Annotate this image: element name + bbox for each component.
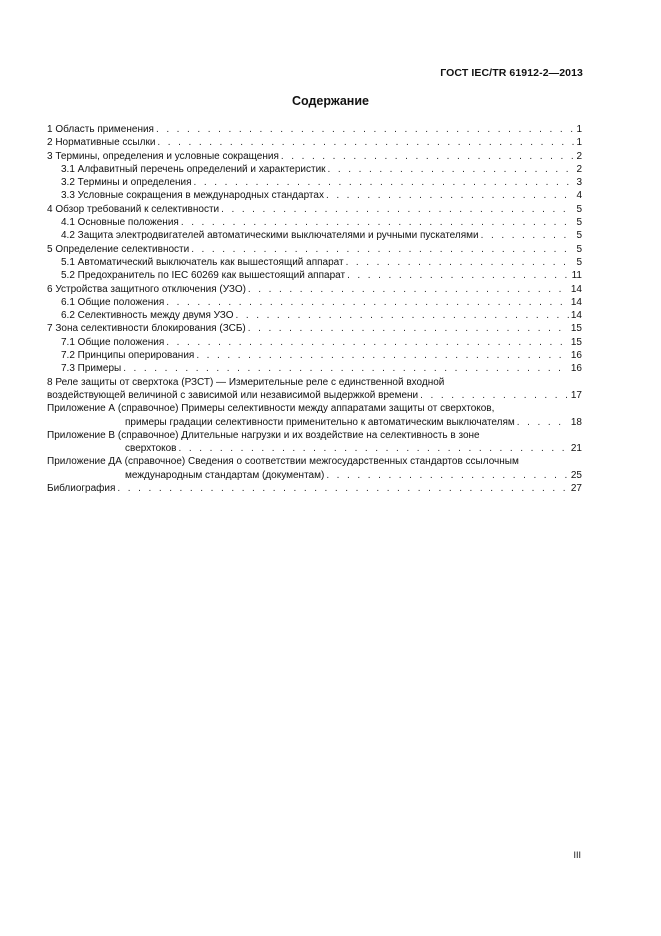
toc-leader-dots — [346, 256, 575, 269]
toc-page-number: 4 — [576, 190, 582, 202]
toc-leader-dots — [328, 163, 575, 176]
toc-leader-dots — [517, 416, 569, 429]
toc-page-number: 27 — [570, 483, 582, 495]
toc-leader-dots — [166, 296, 569, 309]
toc-page-number: 5 — [576, 203, 582, 215]
toc-entry-label-continued: воздействующей величиной с зависимой или независимой выдержкой времени — [47, 389, 419, 401]
toc-entry-7[interactable] — [47, 322, 582, 335]
table-of-contents — [47, 123, 582, 495]
toc-leader-dots — [191, 243, 574, 256]
toc-page-number: 14 — [570, 283, 582, 295]
toc-leader-dots — [236, 309, 569, 322]
toc-entry-8[interactable] — [47, 376, 582, 403]
toc-page-number: 1 — [576, 124, 582, 135]
toc-page-number: 5 — [576, 256, 582, 268]
toc-entry-6-2[interactable] — [47, 309, 582, 322]
toc-page-number: 25 — [570, 469, 582, 481]
toc-page-number: 3 — [576, 177, 582, 189]
toc-page-number: 18 — [570, 416, 582, 428]
toc-leader-dots — [166, 336, 569, 349]
toc-leader-dots — [221, 203, 574, 216]
toc-leader-dots — [157, 136, 574, 149]
toc-entry-5[interactable] — [47, 243, 582, 256]
toc-page-number: 1 — [576, 137, 582, 149]
toc-entry-4[interactable] — [47, 203, 582, 216]
toc-page-number: 17 — [570, 389, 582, 401]
toc-page-number: 14 — [570, 310, 582, 322]
toc-entry-3-1[interactable] — [47, 163, 582, 176]
toc-entry-label: Приложение В (справочное) Длительные нагрузки и их воздействие на селективность в зоне — [47, 429, 480, 441]
toc-entry-label: 4 Обзор требований к селективности — [47, 203, 220, 215]
toc-entry-3-2[interactable] — [47, 176, 582, 189]
toc-leader-dots — [194, 176, 575, 189]
toc-entry-label: 3.1 Алфавитный перечень определений и характеристик — [61, 163, 326, 175]
toc-entry-6-1[interactable] — [47, 296, 582, 309]
toc-page-number: 5 — [576, 217, 582, 229]
toc-entry-1[interactable] — [47, 123, 582, 136]
toc-entry-label: Приложение А (справочное) Примеры селективности между аппаратами защиты от сверхтоков, — [47, 403, 495, 415]
toc-entry-label: 7.1 Общие положения — [61, 336, 165, 348]
toc-entry-label: 7 Зона селективности блокирования (ЗСБ) — [47, 323, 246, 335]
toc-page-number: 21 — [570, 443, 582, 455]
toc-leader-dots — [248, 322, 569, 335]
toc-leader-dots — [123, 362, 569, 375]
page-number-roman: III — [573, 850, 581, 860]
toc-entry-bibliography[interactable] — [47, 482, 582, 495]
toc-entry-label: 6.2 Селективность между двумя УЗО — [61, 310, 234, 322]
toc-entry-label-continued: международным стандартам (документам) — [125, 469, 325, 481]
toc-leader-dots — [481, 229, 575, 242]
toc-leader-dots — [156, 123, 574, 136]
toc-entry-4-1[interactable] — [47, 216, 582, 229]
toc-entry-5-2[interactable] — [47, 269, 582, 282]
toc-entry-7-2[interactable] — [47, 349, 582, 362]
document-header: ГОСТ IEC/TR 61912-2—2013 — [440, 67, 583, 79]
toc-entry-2[interactable] — [47, 136, 582, 149]
toc-entry-label: 3.2 Термины и определения — [61, 177, 192, 189]
toc-entry-label-continued: примеры градации селективности применительно к автоматическим выключателям — [125, 416, 515, 428]
toc-entry-label: 6.1 Общие положения — [61, 296, 165, 308]
toc-entry-5-1[interactable] — [47, 256, 582, 269]
toc-entry-appendix-da[interactable] — [47, 455, 582, 482]
toc-page-number: 2 — [576, 150, 582, 162]
page-title: Содержание — [291, 94, 369, 108]
toc-entry-label-continued: сверхтоков — [125, 443, 177, 455]
toc-leader-dots — [326, 189, 574, 202]
toc-entry-6[interactable] — [47, 283, 582, 296]
toc-entry-label: Библиография — [47, 483, 116, 495]
toc-entry-appendix-a[interactable] — [47, 402, 582, 429]
toc-leader-dots — [347, 269, 570, 282]
toc-leader-dots — [326, 469, 569, 482]
toc-entry-7-3[interactable] — [47, 362, 582, 375]
toc-entry-label: 6 Устройства защитного отключения (УЗО) — [47, 283, 246, 295]
toc-leader-dots — [117, 482, 568, 495]
toc-entry-label: 4.1 Основные положения — [61, 217, 179, 229]
toc-page-number: 14 — [570, 296, 582, 308]
toc-leader-dots — [420, 389, 569, 402]
toc-entry-label: 5 Определение селективности — [47, 243, 190, 255]
toc-entry-label: 3 Термины, определения и условные сокращения — [47, 150, 279, 162]
toc-page-number: 2 — [576, 163, 582, 175]
toc-entry-label: 5.1 Автоматический выключатель как вышестоящий аппарат — [61, 256, 344, 268]
toc-leader-dots — [196, 349, 569, 362]
toc-page-number: 15 — [570, 323, 582, 335]
toc-entry-label: 7.2 Принципы оперирования — [61, 350, 195, 362]
toc-entry-3-3[interactable] — [47, 189, 582, 202]
toc-leader-dots — [179, 442, 569, 455]
toc-entry-label: 5.2 Предохранитель по IEC 60269 как вышестоящий аппарат — [61, 270, 346, 282]
toc-entry-7-1[interactable] — [47, 336, 582, 349]
toc-leader-dots — [281, 150, 575, 163]
toc-page-number: 16 — [570, 350, 582, 362]
toc-entry-label: 2 Нормативные ссылки — [47, 137, 156, 149]
toc-entry-appendix-b[interactable] — [47, 429, 582, 456]
toc-entry-label: 1 Область применения — [47, 124, 154, 135]
toc-page-number: 16 — [570, 363, 582, 375]
toc-page-number: 5 — [576, 230, 582, 242]
toc-leader-dots — [181, 216, 575, 229]
toc-entry-3[interactable] — [47, 150, 582, 163]
toc-entry-label: 7.3 Примеры — [61, 363, 122, 375]
toc-entry-label: 8 Реле защиты от сверхтока (РЗСТ) — Измерительные реле с единственной входной — [47, 376, 445, 388]
toc-entry-4-2[interactable] — [47, 229, 582, 242]
toc-page-number: 11 — [571, 270, 582, 282]
toc-entry-label: 4.2 Защита электродвигателей автоматическими выключателями и ручными пускателями — [61, 230, 479, 242]
toc-leader-dots — [248, 283, 569, 296]
toc-entry-label: Приложение ДА (справочное) Сведения о соответствии межгосударственных стандартов ссылочным — [47, 456, 519, 468]
toc-page-number: 15 — [570, 336, 582, 348]
toc-page-number: 5 — [576, 243, 582, 255]
toc-entry-label: 3.3 Условные сокращения в международных стандартах — [61, 190, 324, 202]
